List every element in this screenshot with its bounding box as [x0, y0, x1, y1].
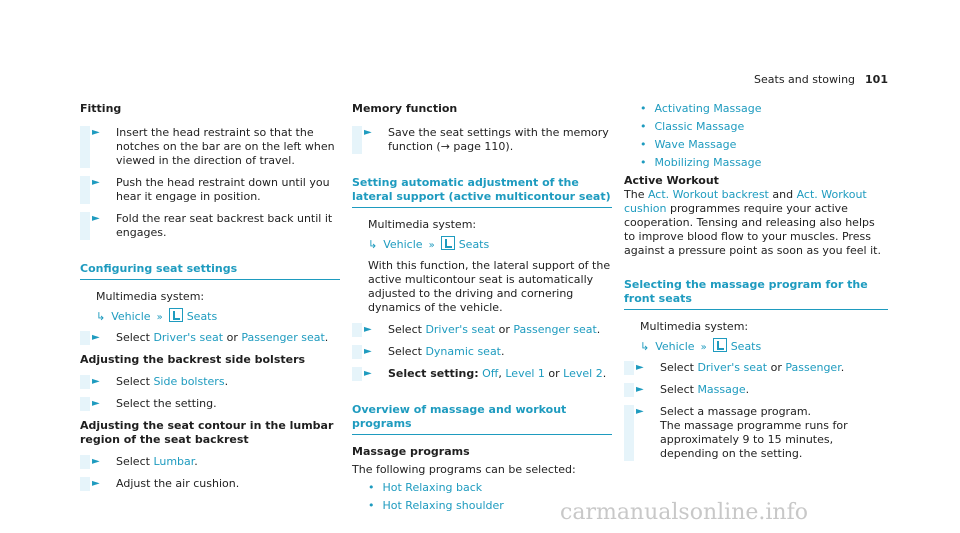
off-option[interactable]: Off [482, 367, 499, 380]
return-arrow-icon: ↳ [640, 340, 650, 353]
step: ► Select Driver's seat or Passenger seat. [352, 323, 612, 337]
path-seats[interactable]: Seats [186, 310, 218, 323]
menu-path [96, 308, 340, 325]
workout-title: Active Workout [624, 174, 719, 187]
column-1 [80, 102, 340, 499]
multimedia-label: Multimedia system: [96, 290, 205, 303]
seat-icon [713, 338, 727, 352]
workout-text: The Act. Workout backrest and Act. Workout cushion programmes require your active cooperation. Tensing and releasing also helps to improve blood flow to your muscles. Press against a pressure point as soon as you feel it. [624, 188, 881, 257]
menu-path [640, 338, 888, 355]
watermark: carmanualsonline.info [560, 500, 808, 525]
bullet-icon: • [368, 481, 375, 494]
step: ► Select a massage program. The massage programme runs for approximately 9 to 15 minutes, depending on the setting. [624, 405, 888, 461]
arrow-icon: ► [92, 177, 100, 188]
path-seats[interactable]: Seats [730, 340, 762, 353]
config-title: Configuring seat settings [80, 262, 340, 280]
arrow-icon: ► [364, 127, 372, 138]
drivers-seat-option[interactable]: Driver's seat [697, 361, 768, 374]
massage-text: The following programs can be selected: [352, 463, 576, 476]
massage-title: Massage programs [352, 445, 470, 458]
bullet-icon: • [640, 120, 647, 133]
column-2 [352, 102, 612, 517]
path-vehicle[interactable]: Vehicle [383, 238, 423, 251]
memory-title: Memory function [352, 102, 458, 115]
lumbar-title: Adjusting the seat contour in the lumbar region of the seat backrest [80, 419, 334, 446]
overview-title: Overview of massage and workout programs [352, 403, 612, 435]
level1-option[interactable]: Level 1 [505, 367, 545, 380]
bullet-icon: • [640, 138, 647, 151]
act-workout-backrest[interactable]: Act. Workout backrest [647, 188, 769, 201]
step: ► Push the head restraint down until you hear it engage in position. [80, 176, 340, 204]
arrow-icon: ► [92, 127, 100, 138]
step: ► Adjust the air cushion. [80, 477, 340, 491]
bullet-icon: • [368, 499, 375, 512]
arrow-icon: ► [364, 368, 372, 379]
arrow-icon: ► [364, 346, 372, 357]
list-item: • Hot Relaxing shoulder [368, 499, 504, 512]
step: ► Fold the rear seat backrest back until it engages. [80, 212, 340, 240]
section-title: Seats and stowing [754, 73, 856, 86]
page-number: 101 [865, 73, 888, 86]
act-workout-cushion[interactable]: Act. Workout cushion [624, 188, 867, 215]
step: ► Select Driver's seat or Passenger. [624, 361, 888, 375]
column-3 [624, 102, 888, 469]
arrow-icon: ► [92, 456, 100, 467]
arrow-icon: ► [636, 384, 644, 395]
list-item: • Wave Massage [640, 138, 737, 151]
arrow-icon: ► [636, 362, 644, 373]
chevron-right-icon: » [428, 240, 435, 251]
menu-path [368, 236, 612, 253]
drivers-seat-option[interactable]: Driver's seat [153, 331, 224, 344]
lateral-title: Setting automatic adjustment of the lateral support (active multicontour seat) [352, 176, 612, 208]
drivers-seat-option[interactable]: Driver's seat [425, 323, 496, 336]
multimedia-label: Multimedia system: [368, 218, 477, 231]
passenger-seat-option[interactable]: Passenger seat [241, 331, 325, 344]
arrow-icon: ► [92, 398, 100, 409]
list-item: • Activating Massage [640, 102, 762, 115]
arrow-icon: ► [92, 213, 100, 224]
step: ► Select the setting. [80, 397, 340, 411]
step: ► Save the seat settings with the memory function (→ page 110). [352, 126, 612, 154]
select-massage-title: Selecting the massage program for the front seats [624, 278, 888, 310]
multimedia-label: Multimedia system: [640, 320, 749, 333]
step: ► Select Side bolsters. [80, 375, 340, 389]
massage-option[interactable]: Massage [697, 383, 746, 396]
list-item: • Hot Relaxing back [368, 481, 483, 494]
return-arrow-icon: ↳ [96, 310, 106, 323]
bolsters-title: Adjusting the backrest side bolsters [80, 353, 306, 366]
passenger-seat-option[interactable]: Passenger seat [513, 323, 597, 336]
bullet-icon: • [640, 102, 647, 115]
step: ► Select Dynamic seat. [352, 345, 612, 359]
bullet-icon: • [640, 156, 647, 169]
step: ► Select Driver's seat or Passenger seat. [80, 331, 340, 345]
chevron-right-icon: » [700, 342, 707, 353]
seat-icon [441, 236, 455, 250]
chevron-right-icon: » [156, 312, 163, 323]
step: ► Insert the head restraint so that the notches on the bar are on the left when viewed in the direction of travel. [80, 126, 340, 168]
side-bolsters-option[interactable]: Side bolsters [153, 375, 225, 388]
lateral-text: With this function, the lateral support of the active multicontour seat is automatically adjusted to the driving and cornering dynamics of the vehicle. [368, 259, 611, 314]
passenger-option[interactable]: Passenger [785, 361, 841, 374]
arrow-icon: ► [92, 478, 100, 489]
arrow-icon: ► [636, 406, 644, 417]
list-item: • Mobilizing Massage [640, 156, 762, 169]
arrow-icon: ► [92, 332, 100, 343]
path-seats[interactable]: Seats [458, 238, 490, 251]
dynamic-seat-option[interactable]: Dynamic seat [425, 345, 501, 358]
step: ► Select setting: Off, Level 1 or Level 2. [352, 367, 612, 381]
path-vehicle[interactable]: Vehicle [655, 340, 695, 353]
page-header [754, 73, 888, 86]
lumbar-option[interactable]: Lumbar [153, 455, 195, 468]
arrow-icon: ► [92, 376, 100, 387]
step: ► Select Massage. [624, 383, 888, 397]
path-vehicle[interactable]: Vehicle [111, 310, 151, 323]
step: ► Select Lumbar. [80, 455, 340, 469]
seat-icon [169, 308, 183, 322]
arrow-icon: ► [364, 324, 372, 335]
fitting-title: Fitting [80, 102, 122, 115]
level2-option[interactable]: Level 2 [563, 367, 603, 380]
return-arrow-icon: ↳ [368, 238, 378, 251]
list-item: • Classic Massage [640, 120, 745, 133]
